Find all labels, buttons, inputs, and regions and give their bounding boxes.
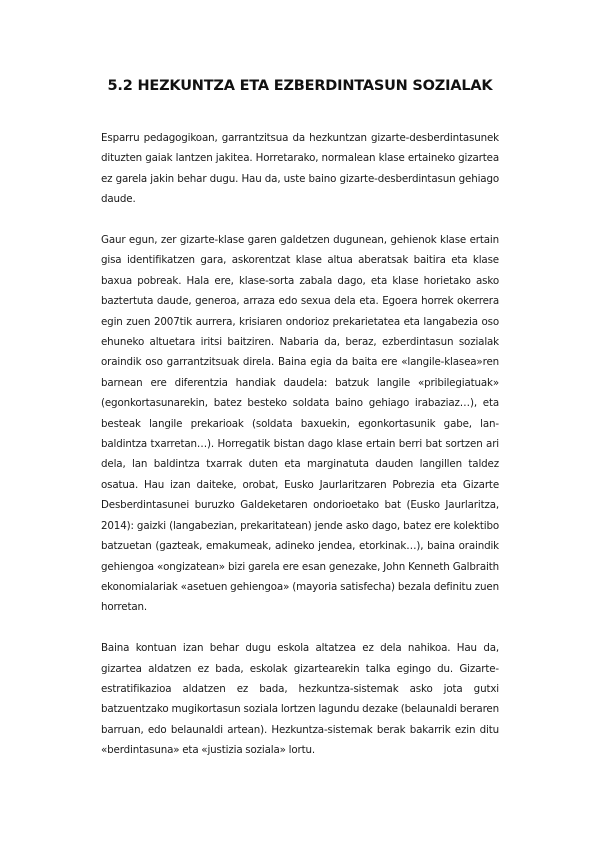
paragraph-1: Esparru pedagogikoan, garrantzitsua da hezkuntzan gizarte-desberdintasunek dituzten gaiak lantzen jakitea. Horretarako, normalean klase ertaineko gizartea ez garela jakin behar dugu. Hau da, uste baino gizarte-desberdintasun gehiago daude.	[101, 132, 499, 206]
paragraph-2: Gaur egun, zer gizarte-klase garen galdetzen dugunean, gehienok klase ertain gisa identifikatzen gara, askorentzat klase altua aberatsak baitira eta klase baxua pobreak. Hala ere, klase-sorta zabala dago, eta klase horietako asko baztertuta daude, generoa, arraza edo sexua dela eta. Egoera horrek okerrera egin zuen 2007tik aurrera, krisiaren ondorioz prekarietatea eta langabezia oso ehuneko altuetara iritsi baitziren. Nabaria da, beraz, ezberdintasun sozialak oraindik oso garrantzitsuak direla. Baina egia da baita ere «langile-klasea»ren barnean ere diferentzia handiak daudela: batzuk langile «pribilegiatuak» (egonkortasunarekin, batez besteko soldata baino gehiago irabaziaz…), eta besteak langile prekarioak (soldata baxuekin, egonkortasunik gabe, lan-baldintza txarretan…). Horregatik bistan dago klase ertain berri bat sortzen ari dela, lan baldintza txarrak duten eta marginatuta dauden langillen taldez osatua. Hau izan daiteke, orobat, Eusko Jaurlaritzaren Pobrezia eta Gizarte Desberdintasunei buruzko Galdeketaren ondorioetako bat (Eusko Jaurlaritza, 2014): gaizki (langabezian, prekaritatean) jende asko dago, batez ere kolektibo batzuetan (gazteak, emakumeak, adineko jendea, etorkinak…), baina oraindik gehiengoa «ongizatean» bizi garela ere esan genezake, John Kenneth Galbraith ekonomialariak «asetuen gehiengoa» (mayoria satisfecha) bezala definitu zuen horretan.	[101, 234, 499, 614]
page-title: 5.2 HEZKUNTZA ETA EZBERDINTASUN SOZIALAK	[107, 78, 493, 94]
paragraph-3: Baina kontuan izan behar dugu eskola altatzea ez dela nahikoa. Hau da, gizartea aldatzen ez bada, eskolak gizartearekin talka egingo du. Gizarte-estratifikazioa aldatzen ez bada, hezkuntza-sistemak asko jota gutxi batzuentzako mugikortasun soziala lortzen lagundu dezake (belaunaldi beraren barruan, edo belaunaldi artean). Hezkuntza-sistemak berak bakarrik ezin ditu «berdintasuna» eta «justizia soziala» lortu.	[101, 642, 499, 757]
document-body	[101, 128, 499, 761]
